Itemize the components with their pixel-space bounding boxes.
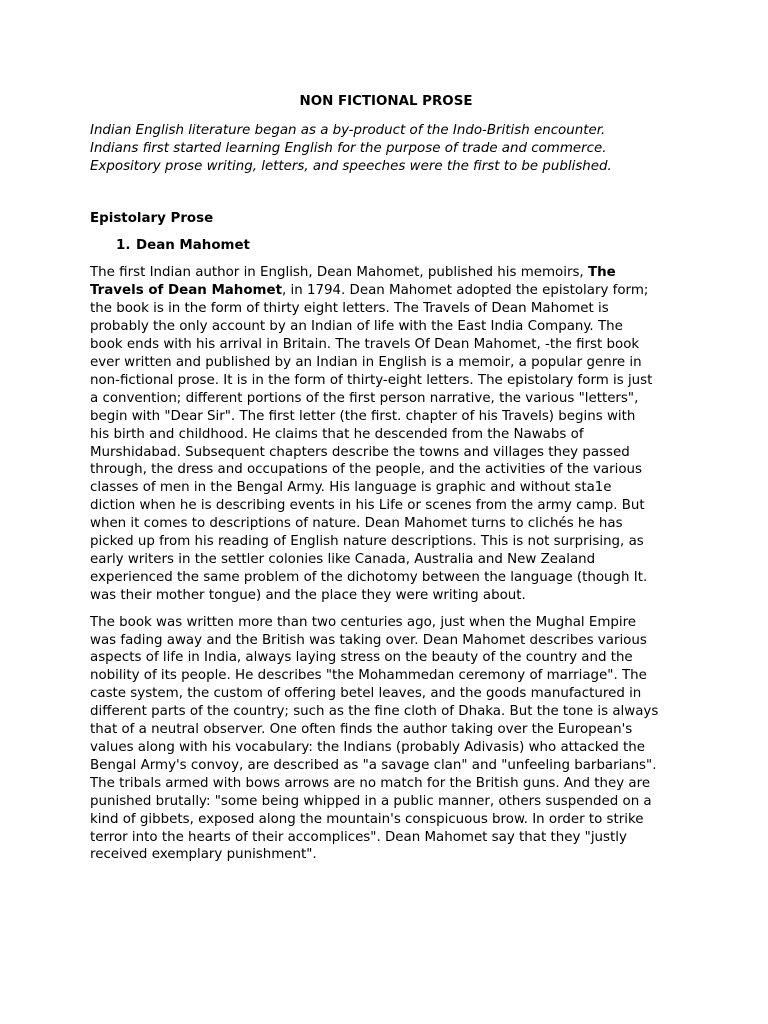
paragraph-line: received exemplary punishment". xyxy=(90,847,317,863)
section-heading: Epistolary Prose xyxy=(90,210,214,226)
paragraph-line: different parts of the country; such as the fine cloth of Dhaka. But the tone is always xyxy=(90,704,659,720)
item-number: 1. xyxy=(116,237,131,253)
intro-line: Indian English literature began as a by-product of the Indo-British encounter. xyxy=(90,122,606,138)
document-page xyxy=(90,93,682,873)
paragraph-line: the book is in the form of thirty eight letters. The Travels of Dean Mahomet is xyxy=(90,301,609,317)
item-title: Dean Mahomet xyxy=(136,237,250,253)
paragraph-line xyxy=(90,282,682,300)
paragraph-line: nobility of its people. He describes "the Mohammedan ceremony of marriage". The xyxy=(90,668,647,684)
paragraph-line: his birth and childhood. He claims that he descended from the Nawabs of xyxy=(90,426,584,442)
paragraph-line: through, the dress and occupations of the people, and the activities of the various xyxy=(90,462,642,478)
text-run: The first Indian author in English, Dean Mahomet, published his memoirs, xyxy=(90,265,588,281)
book-title-text: Travels of Dean Mahomet xyxy=(90,283,282,299)
numbered-heading xyxy=(90,237,682,255)
paragraph-line: book ends with his arrival in Britain. The travels Of Dean Mahomet, -the first book xyxy=(90,337,640,353)
paragraph-line: picked up from his reading of English nature descriptions. This is not surprising, as xyxy=(90,534,644,550)
paragraph-line: when it comes to descriptions of nature. Dean Mahomet turns to clichés he has xyxy=(90,516,623,532)
paragraph-line: caste system, the custom of offering betel leaves, and the goods manufactured in xyxy=(90,686,642,702)
paragraph-line: terror into the hearts of their accomplices". Dean Mahomet say that they "justly xyxy=(90,829,627,845)
paragraph-line: non-fictional prose. It is in the form of thirty-eight letters. The epistolary form is just xyxy=(90,372,653,388)
paragraph-line: was their mother tongue) and the place they were writing about. xyxy=(90,587,526,603)
paragraph-line: a convention; different portions of the first person narrative, the various "letters", xyxy=(90,390,639,406)
paragraph-line: The tribals armed with bows arrows are no match for the British guns. And they are xyxy=(90,775,651,791)
paragraph-line: early writers in the settler colonies like Canada, Australia and New Zealand xyxy=(90,551,596,567)
paragraph-line: punished brutally: "some being whipped in a public manner, others suspended on a xyxy=(90,793,652,809)
paragraph-line: begin with "Dear Sir". The first letter (the first. chapter of his Travels) begins with xyxy=(90,408,636,424)
paragraph-line: was fading away and the British was taking over. Dean Mahomet describes various xyxy=(90,632,647,648)
paragraph-line: values along with his vocabulary: the Indians (probably Adivasis) who attacked the xyxy=(90,740,645,755)
intro-line: Expository prose writing, letters, and speeches were the first to be published. xyxy=(90,158,612,174)
paragraph-line: that of a neutral observer. One often finds the author taking over the European's xyxy=(90,722,633,738)
paragraph-line: The book was written more than two centuries ago, just when the Mughal Empire xyxy=(90,614,637,630)
paragraph-line: diction when he is describing events in his Life or scenes from the army camp. But xyxy=(90,498,645,514)
paragraph-line: experienced the same problem of the dichotomy between the language (though It. xyxy=(90,569,648,585)
paragraph-line: Bengal Army's convoy, are described as "a savage clan" and "unfeeling barbarians". xyxy=(90,757,657,773)
text-run: , in 1794. Dean Mahomet adopted the epistolary form; xyxy=(281,283,649,299)
paragraph-line: ever written and published by an Indian in English is a memoir, a popular genre in xyxy=(90,354,642,370)
paragraph-line: probably the only account by an Indian of life with the East India Company. The xyxy=(90,319,623,335)
body-paragraph-2 xyxy=(90,614,682,865)
body-paragraph-1 xyxy=(90,264,682,604)
paragraph-line: Murshidabad. Subsequent chapters describe the towns and villages they passed xyxy=(90,444,630,460)
document-title: NON FICTIONAL PROSE xyxy=(299,94,473,109)
paragraph-line xyxy=(90,264,682,282)
paragraph-line: aspects of life in India, always laying stress on the beauty of the country and the xyxy=(90,650,633,666)
intro-paragraph xyxy=(90,122,682,176)
intro-line: Indians first started learning English for the purpose of trade and commerce. xyxy=(90,140,607,156)
paragraph-line: classes of men in the Bengal Army. His language is graphic and without sta1e xyxy=(90,480,612,496)
paragraph-line: kind of gibbets, exposed along the mountain's conspicuous brow. In order to strike xyxy=(90,811,644,827)
book-title-text: The xyxy=(587,265,616,281)
